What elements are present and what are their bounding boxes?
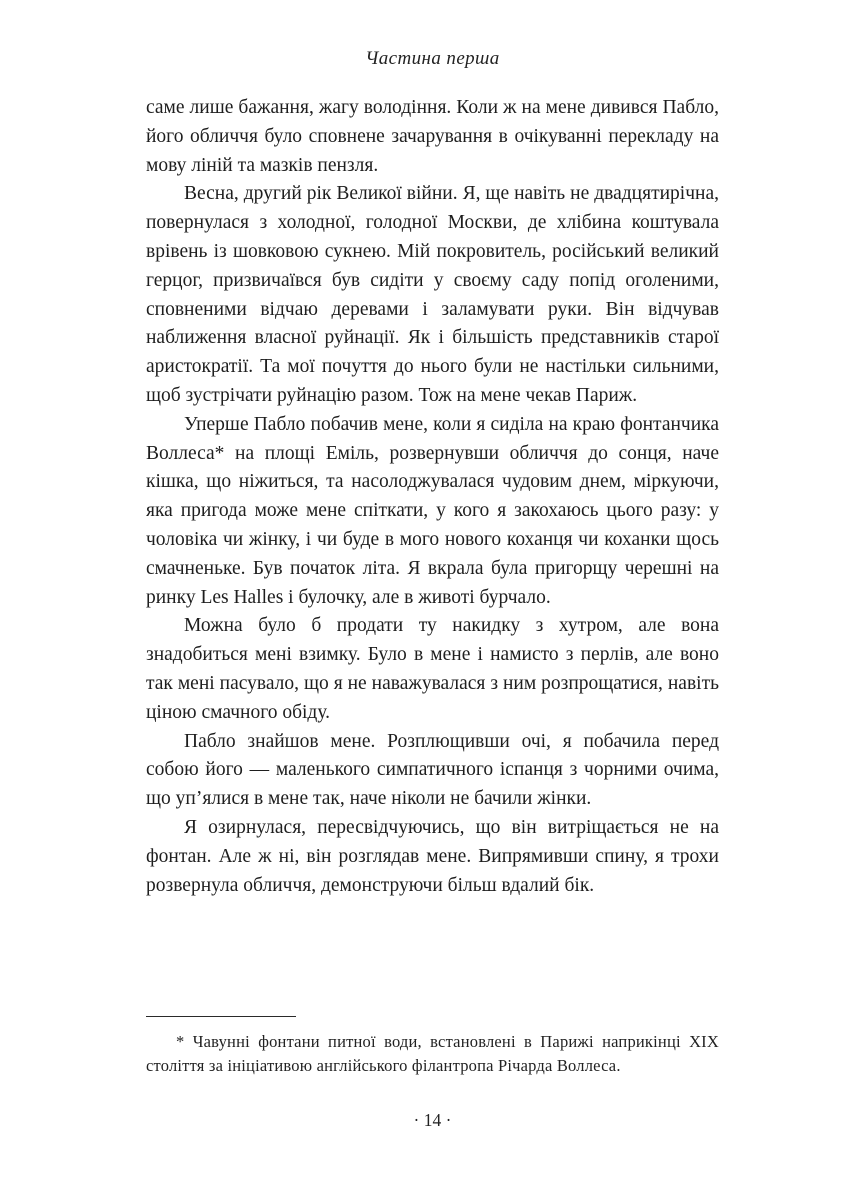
paragraph-3: Уперше Пабло побачив мене, коли я сиділа на краю фонтанчика Воллеса* на площі Еміль, розвернувши обличчя до сонця, наче кішка, що ніжиться, та насолоджувалася чудовим днем, міркуючи, яка пригода може мене спіткати, у кого я закохаюсь цього разу: у чоловіка чи жінку, і чи буде в мого нового коханця чи коханки щось смачненьке. Був початок літа. Я вкрала була пригорщу черешні на ринку Les Halles і булочку, але в животі бурчало. — [146, 413, 719, 608]
footnote-separator — [146, 1016, 296, 1017]
footnote-text: * Чавунні фонтани питної води, встановлені в Парижі наприкінці XIX століття за ініціативою англійського філантропа Річарда Воллеса. — [146, 1032, 719, 1075]
body-text — [146, 94, 719, 900]
paragraph-2: Весна, другий рік Великої війни. Я, ще навіть не двадцятирічна, повернулася з холодної, голодної Москви, де хлібина коштувала врівень із шовковою сукнею. Мій покровитель, російський великий герцог, призвичаївся був сидіти у своєму саду попід оголеними, сповненими відчаю деревами і заламувати руки. Він відчував наближення власної руйнації. Як і більшість представників старої аристократії. Та мої почуття до нього були не настільки сильними, щоб зустрічати руйнацію разом. Тож на мене чекав Париж. — [146, 183, 719, 406]
chapter-header: Частина перша — [365, 48, 500, 69]
paragraph-5: Пабло знайшов мене. Розплющивши очі, я побачила перед собою його — маленького симпатичного іспанця з чорними очима, що уп’ялися в мене так, наче ніколи не бачили жінки. — [146, 730, 719, 810]
paragraph-1: саме лише бажання, жагу володіння. Коли ж на мене дивився Пабло, його обличчя було сповнене зачарування в очікуванні перекладу на мову ліній та мазків пензля. — [146, 97, 719, 176]
footnote-block — [146, 1016, 719, 1078]
paragraph-4: Можна було б продати ту накидку з хутром, але вона знадобиться мені взимку. Було в мене і намисто з перлів, але воно так мені пасувало, що я не наважувалася з ним розпрощатися, навіть ціною смачного обіду. — [146, 615, 719, 723]
paragraph-6: Я озирнулася, пересвідчуючись, що він витріщається не на фонтан. Але ж ні, він розглядав мене. Випрямивши спину, я трохи розвернула обличчя, демонструючи більш вдалий бік. — [146, 816, 719, 896]
page-number: · 14 · — [413, 1110, 452, 1130]
